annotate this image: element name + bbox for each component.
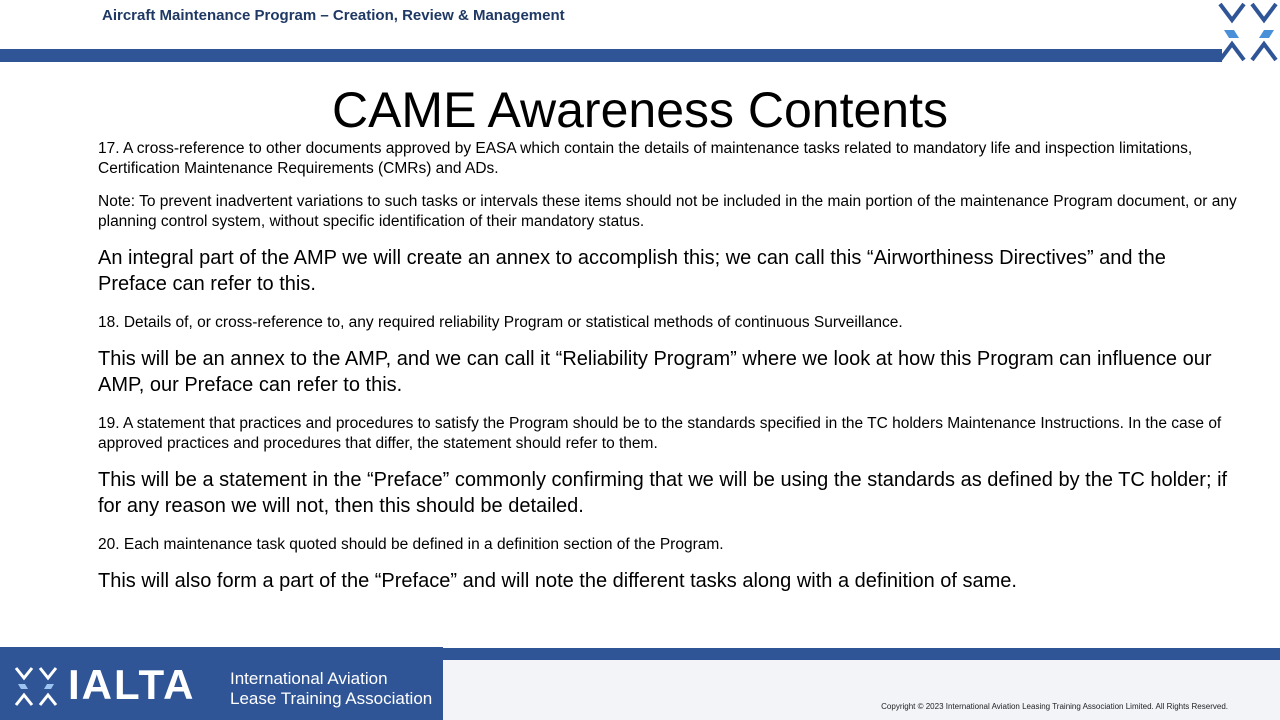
ialta-mark-icon xyxy=(14,665,58,707)
item-20-text: 20. Each maintenance task quoted should be defined in a definition section of the Program. xyxy=(98,536,724,553)
item-19-text: 19. A statement that practices and procedures to satisfy the Program should be to the standards specified in the TC holders Maintenance Instructions. In the case of approved practices and procedures that differ, the statement should refer to them. xyxy=(98,415,1222,452)
footer-strip xyxy=(443,660,1280,720)
copyright-notice: Copyright © 2023 International Aviation Leasing Training Association Limited. All Rights Reserved. xyxy=(881,702,1228,711)
footer-logo xyxy=(0,647,443,720)
footer-org-line-1: International Aviation xyxy=(230,669,388,688)
header-title: Aircraft Maintenance Program – Creation, Review & Management xyxy=(102,7,565,24)
footer-brand: IALTA xyxy=(68,661,196,708)
item-17-note: Note: To prevent inadvertent variations to such tasks or intervals these items should not be included in the main portion of the maintenance Program document, or any planning control system, without specific identification of their mandatory status. xyxy=(98,193,1237,230)
footer-org-name xyxy=(230,669,432,709)
header-bar xyxy=(0,49,1222,62)
item-18-text: 18. Details of, or cross-reference to, any required reliability Program or statistical methods of continuous Surveillance. xyxy=(98,314,903,331)
item-20-commentary: This will also form a part of the “Preface” and will note the different tasks along with a definition of same. xyxy=(98,570,1017,592)
item-17-commentary: An integral part of the AMP we will create an annex to accomplish this; we can call this “Airworthiness Directives” and the Preface can refer to this. xyxy=(98,247,1166,295)
slide-body xyxy=(98,139,1238,610)
item-18-commentary: This will be an annex to the AMP, and we can call it “Reliability Program” where we look at how this Program can influence our AMP, our Preface can refer to this. xyxy=(98,348,1212,396)
item-17-text: 17. A cross-reference to other documents approved by EASA which contain the details of maintenance tasks related to mandatory life and inspection limitations, Certification Maintenance Requirements (CMRs) and ADs. xyxy=(98,140,1193,177)
ialta-mark-icon xyxy=(1218,0,1280,62)
item-19-commentary: This will be a statement in the “Preface” commonly confirming that we will be using the standards as defined by the TC holder; if for any reason we will not, then this should be detailed. xyxy=(98,469,1228,517)
footer-org-line-2: Lease Training Association xyxy=(230,689,433,708)
slide-title: CAME Awareness Contents xyxy=(331,82,949,138)
